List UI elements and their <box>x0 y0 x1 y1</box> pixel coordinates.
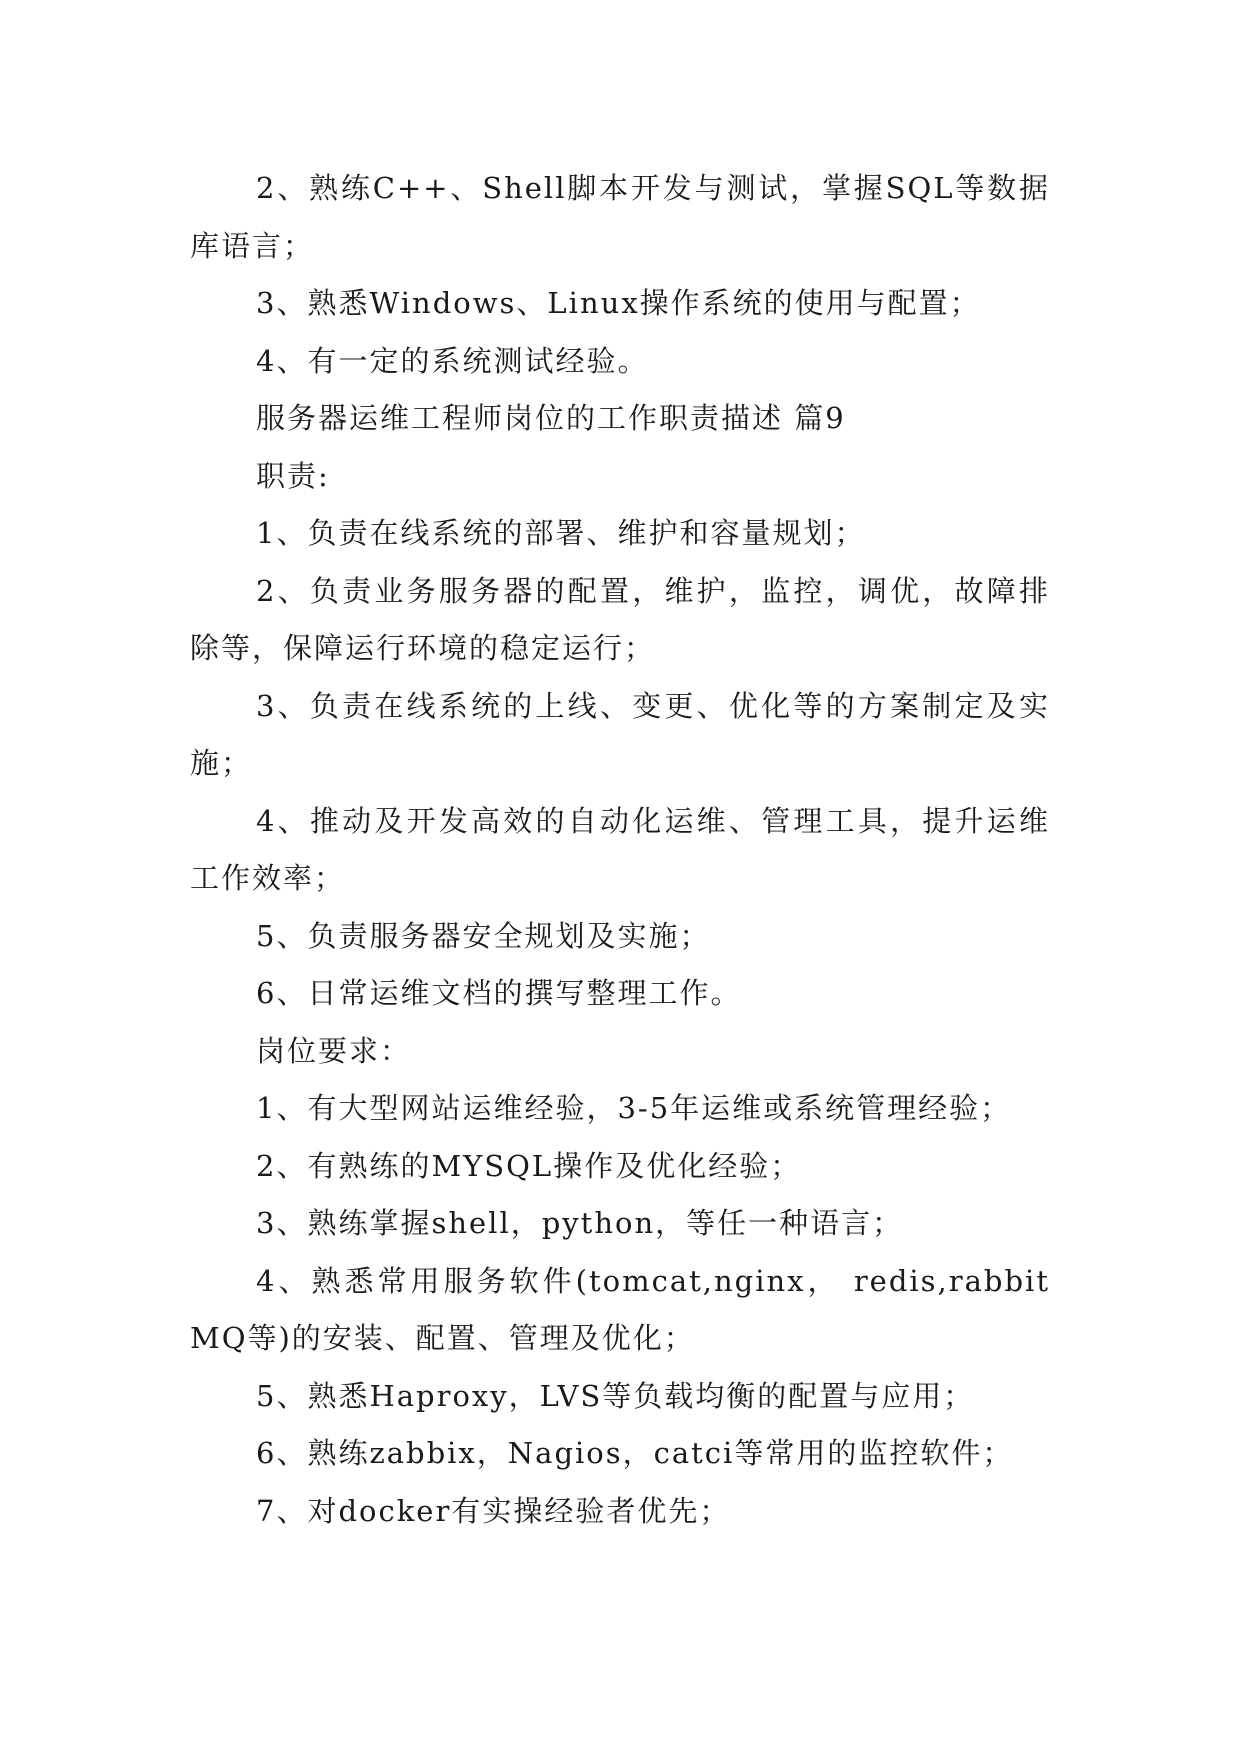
requirement-item-2: 2、有熟练的MYSQL操作及优化经验； <box>256 1148 802 1183</box>
requirement-item-3: 3、熟练掌握shell，python，等任一种语言； <box>256 1206 904 1240</box>
duty-item-1: 1、负责在线系统的部署、维护和容量规划； <box>256 516 866 550</box>
requirement-item-4: 4、熟悉常用服务软件(tomcat,nginx， redis,rabbitMQ等)的安装、配置、管理及优化； <box>190 1263 1050 1355</box>
requirement-item-6: 6、熟练zabbix，Nagios，catci等常用的监控软件； <box>256 1436 1014 1470</box>
duty-item-5: 5、负责服务器安全规划及实施； <box>256 918 711 953</box>
duty-item-2: 2、负责业务服务器的配置，维护，监控，调优，故障排除等，保障运行环境的稳定运行； <box>190 573 1050 665</box>
duty-item-4: 4、推动及开发高效的自动化运维、管理工具，提升运维工作效率； <box>190 803 1050 895</box>
duty-item-6: 6、日常运维文档的撰写整理工作。 <box>256 976 742 1010</box>
requirement-item-7: 7、对docker有实操经验者优先； <box>256 1493 731 1528</box>
requirements-heading: 岗位要求： <box>256 1033 412 1068</box>
paragraph-skill-testing: 4、有一定的系统测试经验。 <box>256 343 649 378</box>
document-body <box>190 160 1050 1540</box>
duty-item-3: 3、负责在线系统的上线、变更、优化等的方案制定及实施； <box>190 688 1050 780</box>
paragraph-skill-cpp-shell: 2、熟练C++、Shell脚本开发与测试，掌握SQL等数据库语言； <box>190 171 1050 263</box>
requirement-item-5: 5、熟悉Haproxy，LVS等负载均衡的配置与应用； <box>256 1378 975 1413</box>
duties-heading: 职责: <box>256 458 330 493</box>
paragraph-skill-os: 3、熟悉Windows、Linux操作系统的使用与配置； <box>256 286 981 320</box>
section-heading: 服务器运维工程师岗位的工作职责描述 篇9 <box>256 401 846 435</box>
requirement-item-1: 1、有大型网站运维经验，3-5年运维或系统管理经验； <box>256 1091 1012 1125</box>
